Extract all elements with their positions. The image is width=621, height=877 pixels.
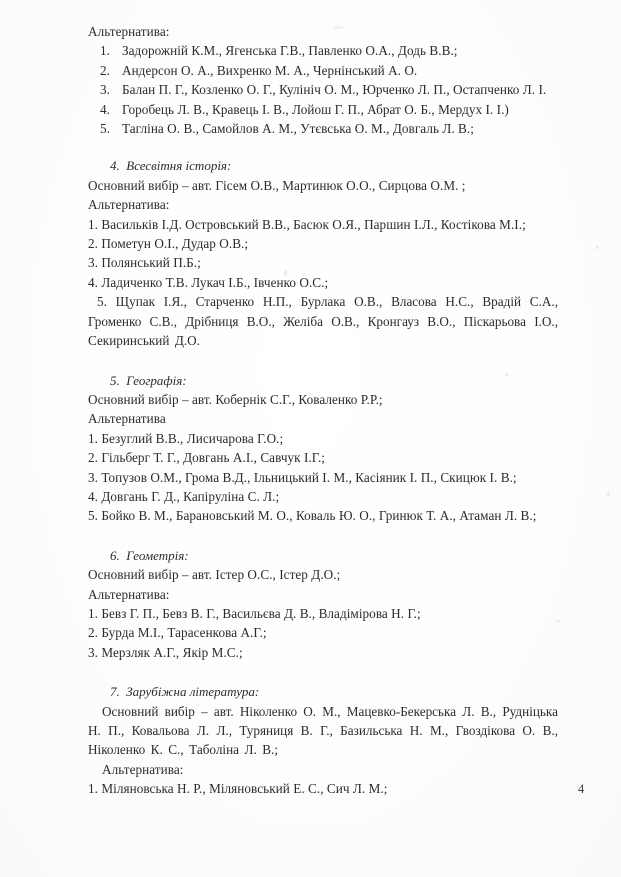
list-item-text: Пометун О.І., Дудар О.В.;	[101, 236, 249, 252]
list-item-text: Задорожній К.М., Ягенська Г.В., Павленко О.А., Додь В.В.;	[122, 43, 458, 59]
main-choice: Основний вибір – авт. Істер О.С., Істер Д.О.;	[88, 567, 341, 583]
section-title: Геометрія:	[126, 547, 189, 563]
list-item-number: 5.	[88, 508, 98, 524]
list-item-text: Полянський П.Б.;	[101, 255, 201, 271]
list-item-number: 3.	[100, 82, 110, 98]
section-number: 5.	[110, 372, 120, 388]
section-heading	[88, 546, 558, 565]
list-item	[88, 468, 558, 487]
list-item-number: 1.	[88, 216, 98, 232]
list-item	[88, 61, 558, 80]
list-item	[88, 119, 558, 138]
alternative-label: Альтернатива:	[88, 24, 170, 39]
section-spacer	[88, 138, 558, 156]
list-item-number: 3.	[88, 469, 98, 485]
page-body	[88, 22, 558, 799]
main-choice: Основний вибір – авт. Ніколенко О. М., Мацевко-Бекерська Л. В., Рудніцька Н. П., Ковальова Л. Л., Туряниця В. Г., Базильська Н. М., Гвоздікова О. В., Ніколенко К. С., Таболіна Л. В.;	[88, 703, 558, 758]
section-number: 6.	[110, 547, 120, 563]
section-heading	[88, 371, 558, 390]
list-item-text: Бойко В. М., Барановський М. О., Коваль Ю. О., Гринюк Т. А., Атаман Л. В.;	[101, 508, 537, 524]
page-number: 4	[578, 782, 585, 796]
list-item	[88, 643, 558, 662]
list-item-number: 1.	[88, 605, 98, 621]
list-item	[88, 623, 558, 642]
list-item-text: Безуглий В.В., Лисичарова Г.О.;	[101, 430, 284, 446]
list-item	[88, 273, 558, 292]
list-item-text: Мерзляк А.Г., Якір М.С.;	[101, 644, 243, 660]
section-heading	[88, 682, 558, 701]
section-heading	[88, 156, 558, 175]
list-item-number: 3.	[88, 644, 98, 660]
section-number: 7.	[110, 684, 120, 700]
list-item	[88, 292, 558, 350]
list-item	[88, 80, 558, 99]
list-item	[88, 779, 558, 798]
list-item-text: Балан П. Г., Козленко О. Г., Кулініч О. М., Юрченко Л. П., Остапченко Л. І.	[122, 82, 547, 98]
section-title: Зарубіжна література:	[126, 684, 260, 700]
section-spacer	[88, 526, 558, 546]
list-item-number: 2.	[88, 236, 98, 252]
list-item	[88, 487, 558, 506]
list-item-text: Ладиченко Т.В. Лукач І.Б., Івченко О.С.;	[101, 274, 329, 290]
list-item-number: 5.	[100, 121, 110, 137]
list-item-text: Міляновська Н. Р., Міляновський Е. С., Сич Л. М.;	[101, 781, 388, 797]
section-geometriya	[88, 546, 558, 662]
list-item	[88, 41, 558, 60]
list-item-text: Щупак І.Я., Старченко Н.П., Бурлака О.В., Власова Н.С., Врадій С.А., Громенко С.В., Дрібниця В.О., Желіба О.В., Кронгауз В.О., Піскарьова І.О., Секиринський Д.О.	[88, 294, 559, 349]
section-title: Всесвітня історія:	[126, 158, 232, 174]
section-spacer	[88, 351, 558, 371]
list-item-number: 2.	[100, 62, 110, 78]
list-item	[88, 604, 558, 623]
list-item	[88, 448, 558, 467]
list-item-number: 5.	[97, 294, 107, 310]
section-geografiya	[88, 371, 558, 526]
list-item-number: 1.	[100, 43, 110, 59]
list-item	[88, 234, 558, 253]
list-item-number: 3.	[88, 255, 98, 271]
list-item-text: Топузов О.М., Грома В.Д., Ільницький І. М., Касіяник І. П., Скицюк І. В.;	[101, 469, 517, 485]
list-item	[88, 253, 558, 272]
scan-speck	[596, 246, 599, 249]
alternative-label: Альтернатива:	[102, 761, 184, 777]
alternative-label: Альтернатива	[88, 411, 166, 427]
list-item	[88, 506, 558, 525]
scan-speck	[607, 492, 610, 497]
main-choice: Основний вибір – авт. Гісем О.В., Мартинюк О.О., Сирцова О.М. ;	[88, 177, 466, 193]
list-item-text: Гільберг Т. Г., Довгань А.І., Савчук І.Г.;	[101, 450, 326, 466]
section-title: Географія:	[126, 372, 187, 388]
list-item-text: Бевз Г. П., Бевз В. Г., Васильєва Д. В., Владімірова Н. Г.;	[101, 605, 421, 621]
list-item-number: 1.	[88, 781, 98, 797]
list-item-text: Горобець Л. В., Кравець І. В., Лойош Г. П., Абрат О. Б., Мердух І. І.)	[122, 101, 509, 117]
list-item-number: 4.	[88, 274, 98, 290]
list-item-number: 4.	[100, 101, 110, 117]
alternative-label: Альтернатива:	[88, 586, 170, 602]
alternative-label: Альтернатива:	[88, 197, 170, 213]
section-number: 4.	[110, 158, 120, 174]
list-item-number: 4.	[88, 488, 98, 504]
list-item-number: 2.	[88, 625, 98, 641]
section-spacer	[88, 662, 558, 682]
list-item-text: Бурда М.І., Тарасенкова А.Г.;	[101, 625, 267, 641]
section-zarubizhna-literatura	[88, 682, 558, 798]
list-item	[88, 215, 558, 234]
list-item	[88, 100, 558, 119]
list-item	[88, 429, 558, 448]
list-item-text: Тагліна О. В., Самойлов А. М., Утєвська О. М., Довгаль Л. В.;	[122, 121, 474, 137]
list-item-text: Васильків І.Д. Островський В.В., Басюк О.Я., Паршин І.Л., Костікова М.І.;	[101, 216, 526, 232]
list-item-text: Довгань Г. Д., Капіруліна С. Л.;	[101, 488, 280, 504]
list-item-number: 2.	[88, 450, 98, 466]
top-alternative-block	[88, 22, 558, 138]
main-choice: Основний вибір – авт. Кобернік С.Г., Коваленко Р.Р.;	[88, 391, 383, 407]
section-vsesvitnya-istoriya	[88, 156, 558, 350]
list-item-text: Андерсон О. А., Вихренко М. А., Чернінський А. О.	[122, 62, 418, 78]
list-item-number: 1.	[88, 430, 98, 446]
